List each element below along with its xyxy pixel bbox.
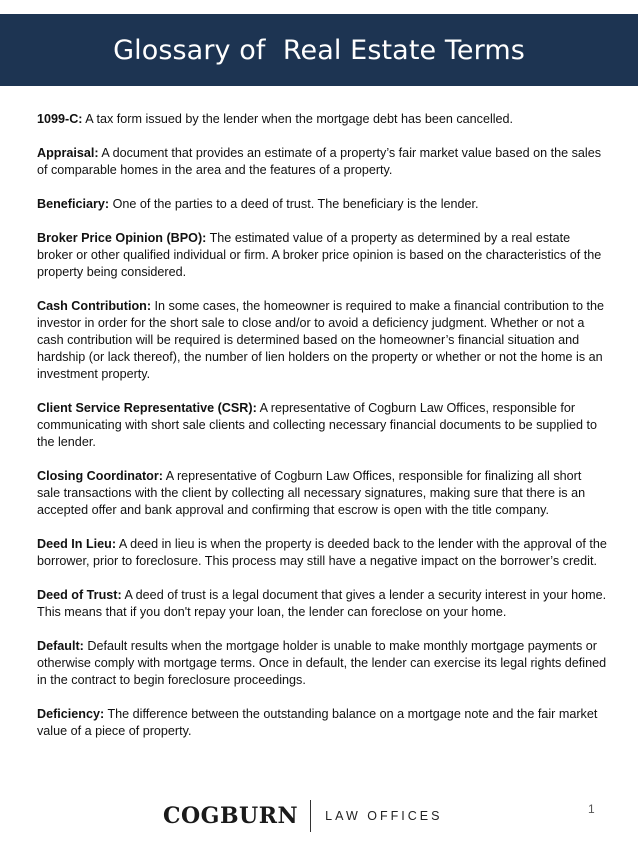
glossary-term: Cash Contribution: xyxy=(37,299,152,313)
logo-wordmark: COGBURN xyxy=(163,803,299,829)
glossary-term: Closing Coordinator: xyxy=(37,469,163,483)
glossary-term: Broker Price Opinion (BPO): xyxy=(37,231,207,245)
glossary-entry-deed-of-trust xyxy=(37,587,607,621)
glossary-entry-appraisal xyxy=(37,145,607,179)
glossary-entry-closing-coordinator xyxy=(37,468,607,519)
glossary-entry-default xyxy=(37,638,607,689)
glossary-term: 1099-C: xyxy=(37,112,83,126)
glossary-definition: A deed of trust is a legal document that gives a lender a security interest in your home. This means that if you don't repay your loan, the lender can foreclose on your home. xyxy=(37,588,607,619)
glossary-definition: A tax form issued by the lender when the mortgage debt has been cancelled. xyxy=(82,112,514,126)
glossary-entry-cash-contribution xyxy=(37,298,607,383)
glossary-term: Appraisal: xyxy=(37,146,99,160)
glossary-entry-bpo xyxy=(37,230,607,281)
header-bar xyxy=(0,14,638,86)
glossary-definition: One of the parties to a deed of trust. The beneficiary is the lender. xyxy=(109,197,479,211)
glossary-entry-deed-in-lieu xyxy=(37,536,607,570)
glossary-entry-beneficiary xyxy=(37,196,607,213)
glossary-definition: Default results when the mortgage holder is unable to make monthly mortgage payments or otherwise comply with mortgage terms. Once in default, the lender can exercise its legal rights defined in the contract to begin foreclosure proceedings. xyxy=(37,639,607,687)
glossary-definition: A representative of Cogburn Law Offices, responsible for finalizing all short sale transactions with the client by collecting all necessary signatures, making sure that there is an accepted offer and bank approval and confirming that escrow is open with the title company. xyxy=(37,469,586,517)
glossary-definition: A representative of Cogburn Law Offices, responsible for communicating with short sale clients and collecting necessary financial documents to be supplied to the lender. xyxy=(37,401,598,449)
glossary-entry-1099c xyxy=(37,111,607,128)
page-number: 1 xyxy=(588,802,595,816)
glossary-entry-deficiency xyxy=(37,706,607,740)
glossary-list xyxy=(37,111,607,757)
glossary-definition: The estimated value of a property as determined by a real estate broker or other qualified individual or firm. A broker price opinion is based on the characteristics of the property being considered. xyxy=(37,231,602,279)
glossary-definition: In some cases, the homeowner is required to make a financial contribution to the investor in order for the short sale to close and/or to avoid a deficiency judgment. Whether or not a cash contribution will be required is determined based on the homeowner’s financial situation and hardship (or lack thereof), the number of lien holders on the property or whether or not the home is an investment property. xyxy=(37,299,604,381)
glossary-term: Deed In Lieu: xyxy=(37,537,117,551)
glossary-entry-csr xyxy=(37,400,607,451)
glossary-definition: A deed in lieu is when the property is deeded back to the lender with the approval of the borrower, prior to foreclosure. This process may still have a negative impact on the borrower’s credit. xyxy=(37,537,607,568)
page-title: Glossary of Real Estate Terms xyxy=(113,34,525,66)
glossary-definition: A document that provides an estimate of a property’s fair market value based on the sales of comparable homes in the area and the features of a property. xyxy=(37,146,601,177)
glossary-definition: The difference between the outstanding balance on a mortgage note and the fair market value of a piece of property. xyxy=(37,707,598,738)
glossary-term: Beneficiary: xyxy=(37,197,110,211)
glossary-term: Client Service Representative (CSR): xyxy=(37,401,257,415)
glossary-term: Deficiency: xyxy=(37,707,105,721)
logo-divider xyxy=(310,800,311,832)
cogburn-logo xyxy=(163,799,442,833)
glossary-term: Default: xyxy=(37,639,84,653)
glossary-term: Deed of Trust: xyxy=(37,588,122,602)
logo-tagline: LAW OFFICES xyxy=(325,809,443,823)
